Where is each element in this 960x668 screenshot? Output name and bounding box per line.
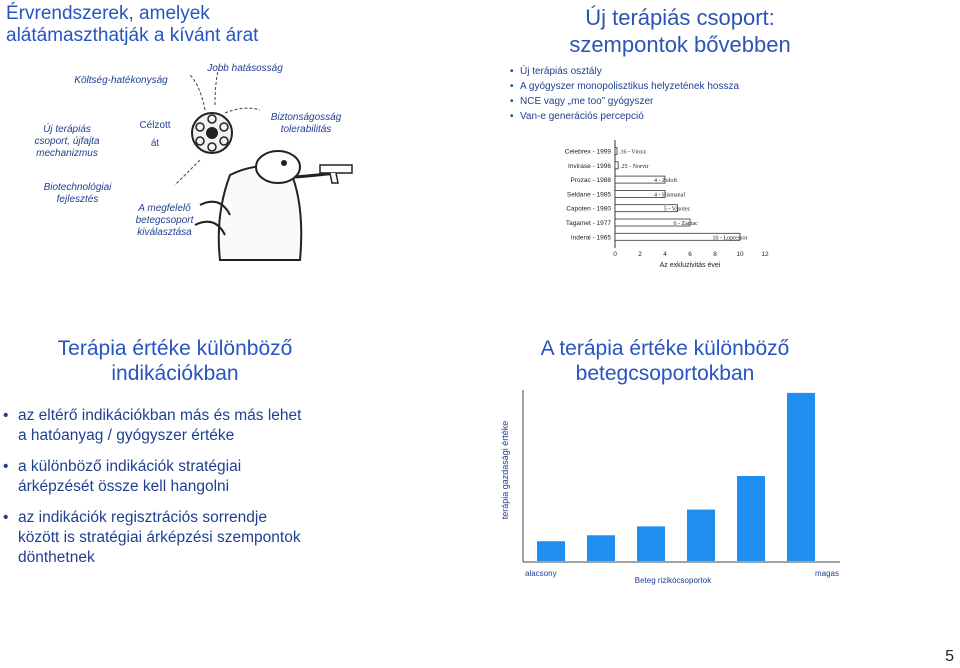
top-right-title <box>530 4 830 58</box>
chart-tick-label: 2 <box>638 251 642 259</box>
chart-tick-label: 12 <box>761 251 769 259</box>
risk-bar <box>687 510 715 561</box>
bullet-text: A gyógyszer monopolisztikus helyzetének hossza <box>520 81 740 92</box>
chart-drug-label: Invirase - 1996 <box>568 162 611 170</box>
label-line: betegcsoport <box>135 215 194 226</box>
chart-tick-label: 8 <box>713 251 717 259</box>
chart-tick-label: 10 <box>736 251 744 259</box>
bullet-dot: • <box>3 509 9 526</box>
bottom-left-bullet-2 <box>3 457 348 497</box>
chart-drug-label: Celebrex - 1999 <box>564 148 611 156</box>
label-koltseg: Költség-hatékonyság <box>74 75 168 86</box>
label-line: mechanizmus <box>36 148 98 159</box>
bullet-dot: • <box>3 458 9 475</box>
bullet-line: a hatóanyag / gyógyszer értéke <box>18 427 235 444</box>
bottom-right-title <box>505 336 825 386</box>
top-right-bullets <box>510 64 810 124</box>
bottom-left-bullet-1 <box>3 406 348 446</box>
bullet-item: • A gyógyszer monopolisztikus helyzetének hossza <box>510 81 740 92</box>
risk-bar <box>787 393 815 561</box>
risk-bar <box>637 526 665 561</box>
x-high-label: magas <box>814 569 839 578</box>
label-uj-terapias <box>22 124 112 160</box>
chart-bar-label: 10 - Lopressor <box>712 235 748 242</box>
label-line: Biotechnológiai <box>43 182 112 193</box>
chart-tick-label: 0 <box>613 251 617 259</box>
risk-bar <box>537 541 565 561</box>
chart-bar-label: 4 - Zoloft <box>654 178 677 185</box>
chart-drug-label: Capoten - 1980 <box>566 205 611 213</box>
bullet-dot: • <box>3 407 9 424</box>
title-line: szempontok bővebben <box>569 32 791 57</box>
label-line: tolerabilitás <box>280 124 332 135</box>
top-left-title <box>6 3 336 47</box>
chart-bar-label: .25 - Norvir <box>620 163 649 170</box>
label-line: Új terápiás <box>43 124 91 135</box>
bullet-line: között is stratégiai árképzési szempontok <box>18 529 301 546</box>
risk-bar <box>737 476 765 561</box>
title-line: Új terápiás csoport: <box>585 5 775 30</box>
bottom-left-title <box>10 336 340 386</box>
chart-tick-label: 4 <box>663 251 667 259</box>
chart-x-label: Az exkluzivitás évei <box>659 262 721 270</box>
chart-drug-label: Seldane - 1985 <box>566 191 611 199</box>
title-line: indikációkban <box>111 362 239 385</box>
bullet-item: • Van-e generációs percepció <box>510 111 644 122</box>
chart-bar-label: 5 - Vasotec <box>663 206 691 213</box>
revolver-illustration <box>170 65 360 265</box>
bullet-item: • Új terápiás osztály <box>510 66 602 77</box>
title-line: A terápia értéke különböző <box>540 337 790 360</box>
title-line: betegcsoportokban <box>575 362 755 385</box>
label-line: kiválasztása <box>137 227 192 238</box>
bullet-line: a különböző indikációk stratégiai <box>18 458 242 475</box>
x-low-label: alacsony <box>525 569 557 578</box>
label-jobb-hatasossag: Jobb hatásosság <box>207 63 283 74</box>
label-line: fejlesztés <box>56 194 99 205</box>
label-line: át <box>150 138 160 149</box>
title-line: Érvrendszerek, amelyek <box>6 3 210 24</box>
bullet-line: árképzését össze kell hangolni <box>18 478 230 495</box>
chart-bar <box>615 148 617 155</box>
chart-bar-label: 6 - Zantac <box>673 221 698 227</box>
bullet-line: az eltérő indikációkban más és más lehet <box>18 407 302 424</box>
chart-drug-label: Inderal - 1965 <box>570 234 611 242</box>
label-line: A megfelelő <box>138 203 191 214</box>
chart-drug-label: Tagamet - 1977 <box>565 220 611 227</box>
bullet-line: dönthetnek <box>18 549 95 566</box>
chart-tick-label: 6 <box>688 251 692 259</box>
title-line: alátámaszthatják a kívánt árat <box>6 25 259 46</box>
bottom-left-bullet-3 <box>3 508 348 568</box>
label-biotech <box>30 182 125 206</box>
risk-group-chart <box>495 380 855 590</box>
risk-bar <box>587 535 615 561</box>
title-line: Terápia értéke különböző <box>57 337 293 360</box>
bullet-line: az indikációk regisztrációs sorrendje <box>18 509 267 526</box>
bullet-text: Új terápiás osztály <box>520 66 602 77</box>
page-number: 5 <box>945 648 954 665</box>
chart-drug-label: Prozac - 1988 <box>570 177 611 185</box>
chart-bar <box>615 162 618 169</box>
chart-bar-label: 4 - Hismanal <box>654 192 685 199</box>
exclusivity-chart <box>520 138 800 298</box>
bullet-text: Van-e generációs percepció <box>520 111 644 122</box>
label-line: csoport, újfajta <box>34 136 100 147</box>
label-line: Biztonságosság <box>270 112 342 123</box>
y-axis-label: terápia gazdasági értéke <box>500 420 510 520</box>
x-axis-label: Beteg rizikócsoportok <box>634 576 712 585</box>
bullet-text: NCE vagy „me too” gyógyszer <box>520 96 654 107</box>
label-line: Célzott <box>139 120 171 131</box>
bullet-item: • NCE vagy „me too” gyógyszer <box>510 96 654 107</box>
chart-bar-label: .16 - Vioxx <box>619 149 647 156</box>
